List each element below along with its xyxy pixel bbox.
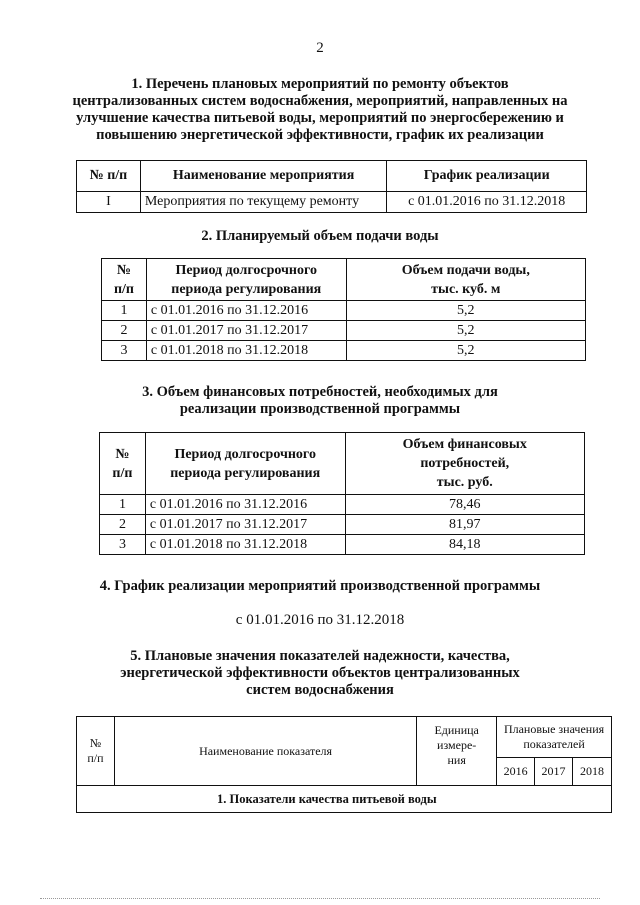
activities-table (76, 160, 587, 213)
cell-period: с 01.01.2016 по 31.12.2016 (146, 301, 346, 321)
header-schedule: График реализации (387, 161, 587, 192)
header-year: 2017 (535, 757, 573, 785)
header-period-line: периода регулирования (170, 465, 321, 481)
header-planned-values (497, 717, 612, 758)
cell-num: 1 (102, 301, 147, 321)
header-planned-line: Плановые значения (503, 721, 605, 736)
header-period-line: Период долгосрочного (174, 446, 316, 462)
header-volume (346, 259, 585, 301)
table-row (77, 192, 587, 213)
table-header-row (100, 433, 585, 495)
header-finance-line: Объем финансовых (402, 437, 527, 452)
water-volume-table (101, 258, 586, 361)
header-num-line: п/п (112, 465, 133, 481)
section5-title (60, 648, 580, 699)
cell-volume: 5,2 (346, 301, 585, 321)
table-row (102, 341, 586, 361)
cell-schedule: с 01.01.2016 по 31.12.2018 (387, 192, 587, 213)
cell-finance: 84,18 (345, 535, 584, 555)
section3-title-line: реализации производственной программы (179, 401, 461, 417)
page-bottom-divider (40, 898, 600, 899)
section5-title-line: энергетической эффективности объектов централизованных (120, 665, 520, 681)
header-finance-line: потребностей, (420, 456, 510, 471)
header-unit-line: измере- (437, 738, 477, 752)
financial-needs-table (99, 432, 585, 555)
section5-title-line: систем водоснабжения (246, 682, 394, 698)
header-volume-line: тыс. куб. м (431, 281, 501, 297)
section5-title-line: 5. Плановые значения показателей надежности, качества, (130, 648, 510, 664)
header-num (100, 433, 146, 495)
section3-title-line: 3. Объем финансовых потребностей, необходимых для (142, 384, 498, 400)
header-indicator-name: Наименование показателя (114, 717, 416, 786)
cell-period: с 01.01.2016 по 31.12.2016 (145, 495, 345, 515)
cell-num: 2 (100, 515, 146, 535)
section1-title-line: централизованных систем водоснабжения, мероприятий, направленных на (72, 93, 568, 109)
section1-title-line: 1. Перечень плановых мероприятий по ремонту объектов (131, 76, 509, 92)
table-row (100, 515, 585, 535)
cell-period: с 01.01.2018 по 31.12.2018 (146, 341, 346, 361)
table-row (102, 301, 586, 321)
header-num-line: п/п (113, 281, 134, 297)
header-num-line: № (115, 446, 130, 462)
cell-volume: 5,2 (346, 341, 585, 361)
header-planned-line: показателей (523, 736, 585, 751)
cell-activity: Мероприятия по текущему ремонту (140, 192, 387, 213)
section4-title: 4. График реализации мероприятий производственной программы (99, 578, 541, 594)
cell-num: 3 (102, 341, 147, 361)
cell-period: с 01.01.2017 по 31.12.2017 (146, 321, 346, 341)
header-activity: Наименование мероприятия (140, 161, 387, 192)
table-header-row (77, 717, 612, 758)
section1-title (60, 76, 580, 144)
header-year: 2016 (497, 757, 535, 785)
section1-title-line: повышению энергетической эффективности, график их реализации (96, 127, 544, 143)
table-header-row (77, 161, 587, 192)
section3-title (60, 384, 580, 418)
header-num (77, 717, 115, 786)
header-num-line: № (116, 262, 131, 278)
table-header-row (102, 259, 586, 301)
cell-finance: 81,97 (345, 515, 584, 535)
header-unit-line: Единица (434, 723, 479, 737)
header-volume-line: Объем подачи воды, (401, 262, 530, 278)
section4-period: с 01.01.2016 по 31.12.2018 (235, 612, 405, 628)
table-row (100, 535, 585, 555)
section-row-water-quality: 1. Показатели качества питьевой воды (77, 786, 612, 813)
cell-finance: 78,46 (345, 495, 584, 515)
header-period-line: Период долгосрочного (175, 262, 317, 278)
header-period-line: периода регулирования (171, 281, 322, 297)
cell-num: 1 (100, 495, 146, 515)
header-unit (417, 717, 497, 786)
cell-period: с 01.01.2017 по 31.12.2017 (145, 515, 345, 535)
table-row (102, 321, 586, 341)
cell-num: 2 (102, 321, 147, 341)
table-section-row (77, 786, 612, 813)
cell-period: с 01.01.2018 по 31.12.2018 (145, 535, 345, 555)
section2-title: 2. Планируемый объем подачи воды (201, 228, 439, 244)
indicators-table (76, 716, 612, 813)
header-period (146, 259, 346, 301)
header-unit-line: ния (447, 753, 466, 767)
header-finance (345, 433, 584, 495)
header-year: 2018 (573, 757, 612, 785)
header-num-line: № (89, 736, 102, 750)
header-num: № п/п (77, 161, 141, 192)
table-row (100, 495, 585, 515)
page-number: 2 (316, 40, 324, 56)
header-num-line: п/п (87, 751, 104, 765)
cell-num: 3 (100, 535, 146, 555)
cell-num: I (77, 192, 141, 213)
header-finance-line: тыс. руб. (436, 475, 493, 490)
header-num (102, 259, 147, 301)
header-period (145, 433, 345, 495)
section1-title-line: улучшение качества питьевой воды, мероприятий по энергосбережению и (76, 110, 564, 126)
cell-volume: 5,2 (346, 321, 585, 341)
